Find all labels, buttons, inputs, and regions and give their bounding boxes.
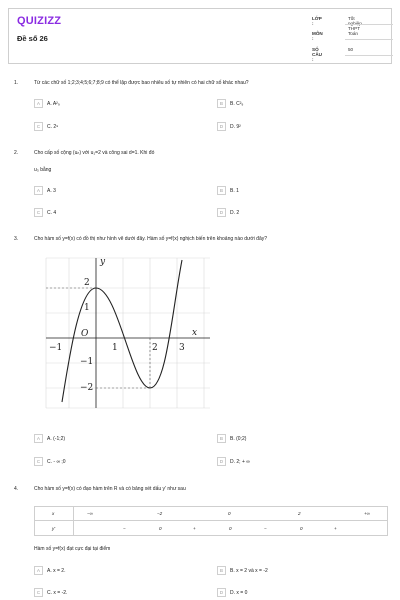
sign-table-row-y <box>35 522 387 536</box>
sign-table-cell: 2 <box>298 511 301 516</box>
axis-label-y: y <box>100 257 106 267</box>
sign-table-cell: x <box>52 511 55 516</box>
option-text: C. 4 <box>47 210 57 216</box>
question-text: Cho hàm số y=f(x) có đạo hàm trên R và có bảng xét dấu y' như sau <box>34 486 186 492</box>
x-tick-label: −1 <box>49 343 63 353</box>
option-text: D. 9² <box>230 124 241 130</box>
option-text: B. (0;2) <box>230 436 247 442</box>
sign-table-cell: 0 <box>229 526 232 531</box>
sign-table-cell: −2 <box>157 511 163 516</box>
quizizz-logo: QUIZIZZ <box>17 15 62 27</box>
question-number: 1. <box>14 80 19 86</box>
y-tick-label: −1 <box>80 357 94 367</box>
meta-class-label: LỚP : <box>312 16 322 26</box>
option-letter-box: B <box>217 434 226 443</box>
option-text: D. 2; + ∞ <box>230 459 250 465</box>
question-text: Từ các chữ số 1;2;3;4;5;6;7;8;9 có thể lập được bao nhiêu số tự nhiên có hai chữ số khác nhau? <box>34 80 249 86</box>
axis-label-x: x <box>192 328 198 338</box>
sign-table-row-x <box>35 507 387 521</box>
y-tick-label: 1 <box>84 303 90 313</box>
sign-table-cell: −∞ <box>87 511 93 516</box>
page-title: Đề số 26 <box>17 34 48 43</box>
option-letter-box: A <box>34 186 43 195</box>
question-number: 4. <box>14 486 19 492</box>
option-text: B. x = 2 và x = -2 <box>230 568 268 574</box>
option-text: A. x = 2. <box>47 568 66 574</box>
sign-table-cell: + <box>334 526 337 531</box>
question-text: Cho cấp số cộng (uₙ) với u₁=2 và công sai d=1. Khi đó <box>34 150 155 156</box>
option-letter-box: C <box>34 588 43 597</box>
option-letter-box: D <box>217 122 226 131</box>
option-text: D. 2 <box>230 210 240 216</box>
option-text: A. A²₉ <box>47 101 60 107</box>
x-tick-label: 2 <box>152 343 158 353</box>
sign-table-divider <box>73 507 74 535</box>
option-text: A. (-1;2) <box>47 436 66 442</box>
option-text: B. C²₉ <box>230 101 244 107</box>
y-tick-label: 2 <box>84 278 90 288</box>
origin-label: O <box>81 329 89 339</box>
option-letter-box: B <box>217 566 226 575</box>
graph-grid <box>46 258 210 408</box>
option-text: C. 2⁹ <box>47 124 59 130</box>
sign-table-cell: y' <box>52 526 56 531</box>
meta-subject-line <box>345 39 393 40</box>
option-letter-box: C <box>34 457 43 466</box>
meta-count-line <box>345 55 393 56</box>
worksheet-header <box>8 8 392 64</box>
option-letter-box: B <box>217 186 226 195</box>
function-curve <box>62 260 182 402</box>
option-letter-box: B <box>217 99 226 108</box>
y-tick-label: −2 <box>80 383 94 393</box>
sign-table-cell: + <box>193 526 196 531</box>
question-4-subtext: Hàm số y=f(x) đạt cực đại tại điểm <box>34 546 111 552</box>
option-letter-box: D <box>217 588 226 597</box>
meta-subject-value: Toán <box>348 31 358 36</box>
option-text: C. x = -2. <box>47 590 68 596</box>
option-text: B. 1 <box>230 188 239 194</box>
sign-table <box>34 506 388 536</box>
function-graph <box>40 252 216 412</box>
sign-table-cell: 0 <box>300 526 303 531</box>
sign-table-cell: +∞ <box>364 511 370 516</box>
meta-count-value: 50 <box>348 47 354 52</box>
option-text: A. 3 <box>47 188 56 194</box>
question-text: Cho hàm số y=f(x) có đồ thị như hình vẽ dưới đây. Hàm số y=f(x) nghịch biến trên khoảng nào dưới đây? <box>34 236 268 242</box>
sign-table-cell: − <box>123 526 126 531</box>
option-letter-box: D <box>217 457 226 466</box>
sign-table-cell: − <box>264 526 267 531</box>
option-letter-box: C <box>34 122 43 131</box>
sign-table-cell: 0 <box>159 526 162 531</box>
question-2-subtext: u₃ bằng <box>34 167 52 173</box>
meta-class-line <box>345 24 393 25</box>
meta-class-value: Tốt nghiệp THPT <box>348 16 362 31</box>
option-letter-box: A <box>34 566 43 575</box>
x-tick-label: 3 <box>179 343 185 353</box>
x-tick-label: 1 <box>112 343 118 353</box>
option-text: D. x = 0 <box>230 590 248 596</box>
sign-table-cell: 0 <box>228 511 231 516</box>
option-letter-box: D <box>217 208 226 217</box>
meta-count-label: SỐ CÂU : <box>312 47 322 62</box>
meta-subject-label: MÔN : <box>312 31 323 41</box>
question-number: 3. <box>14 236 19 242</box>
option-letter-box: C <box>34 208 43 217</box>
graph-axes <box>46 258 210 408</box>
option-text: C. - ∞ ;0 <box>47 459 66 465</box>
option-letter-box: A <box>34 99 43 108</box>
question-number: 2. <box>14 150 19 156</box>
option-letter-box: A <box>34 434 43 443</box>
